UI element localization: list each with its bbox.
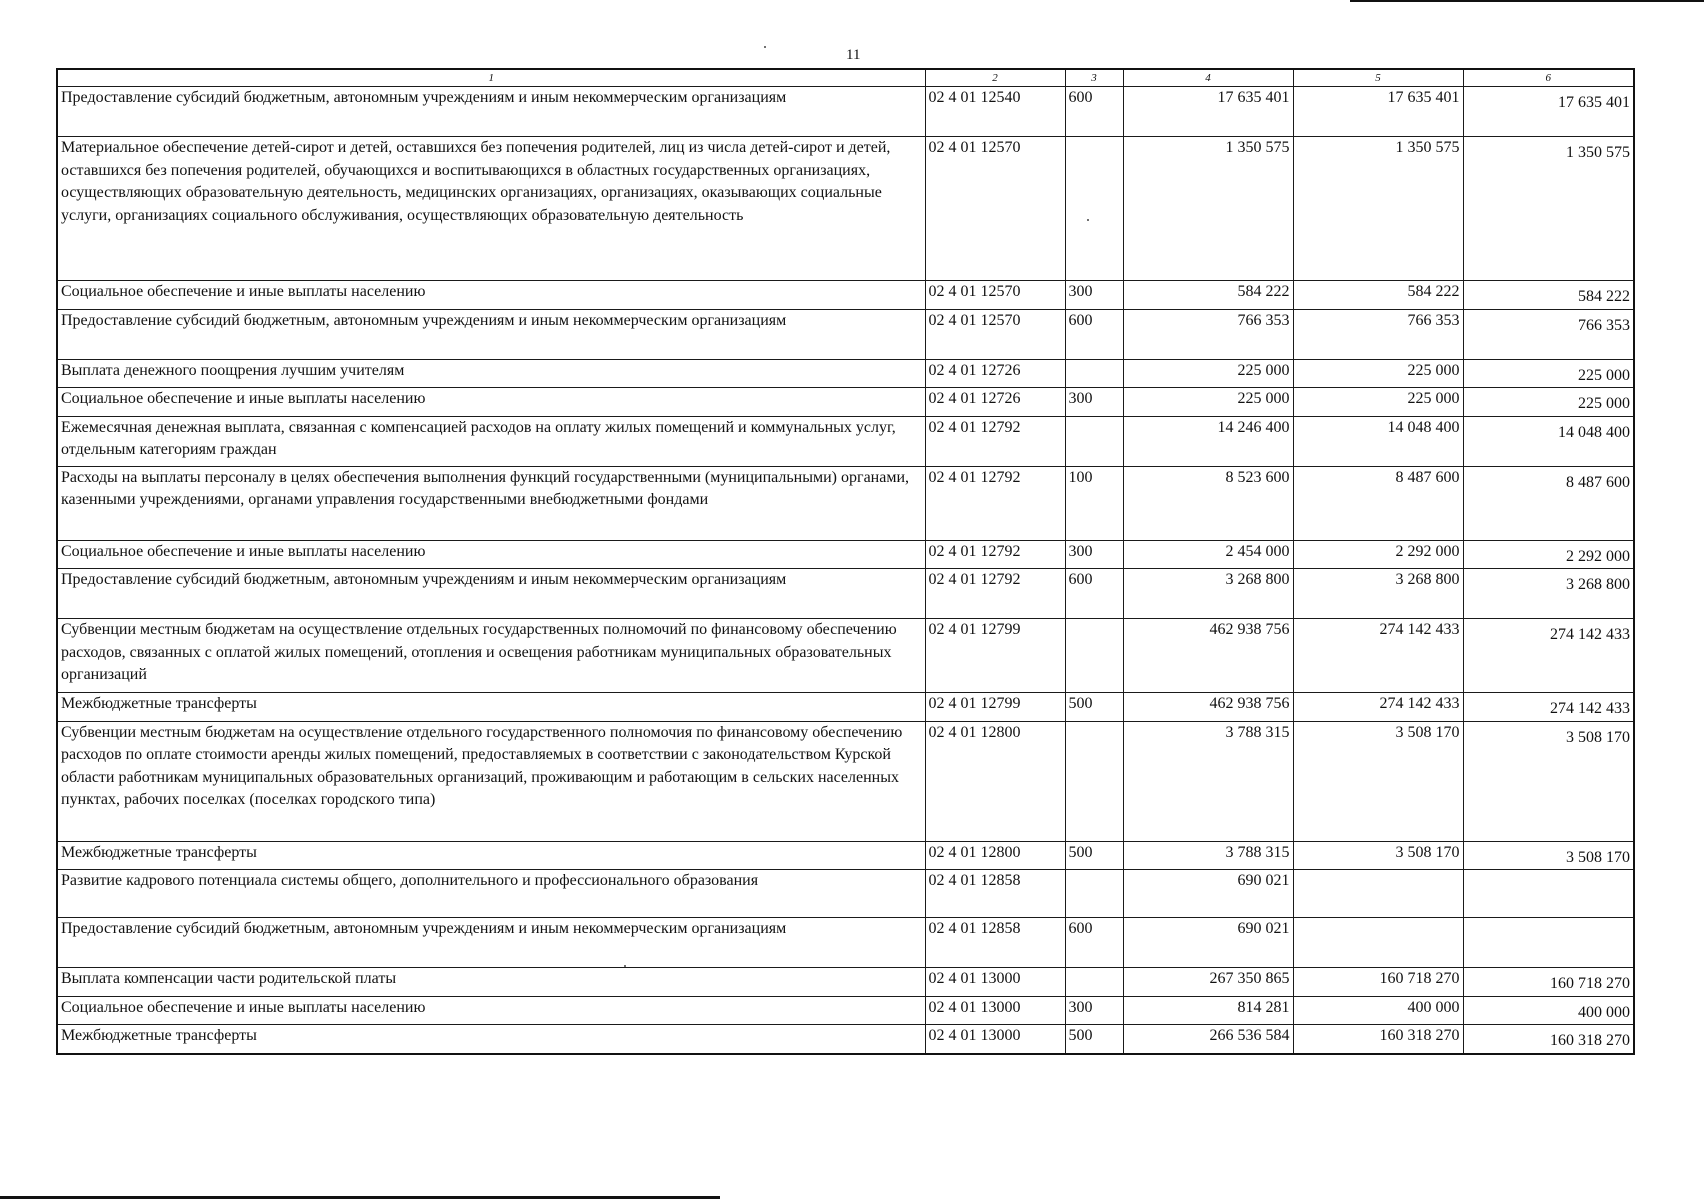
amount-col5: 17 635 401 [1293,87,1463,137]
amount-col4: 462 938 756 [1123,693,1293,722]
amount-col6: 225 000 [1463,388,1634,417]
expense-name: Материальное обеспечение детей-сирот и детей, оставшихся без попечения родителей, лиц из числа детей-сирот и детей, оставшихся без попечения родителей, обучающихся и воспитывающихся в областных государственных организациях, осуществляющих образовательную деятельность, медицинских организациях, организациях, оказывающих социальные услуги, организациях социального обслуживания, осуществляющих образовательную деятельность [57,137,925,281]
scan-edge-line-top [1350,0,1704,2]
expense-name: Расходы на выплаты персоналу в целях обеспечения выполнения функций государственными (муниципальными) органами, казенными учреждениями, органами управления государственными внебюджетными фондами [57,466,925,540]
table-row [57,721,1634,841]
amount-col4: 14 246 400 [1123,416,1293,466]
target-code: 02 4 01 12540 [925,87,1065,137]
expense-type-code: 500 [1065,1025,1123,1054]
table-row [57,569,1634,619]
amount-col4: 17 635 401 [1123,87,1293,137]
table-header-row [57,69,1634,87]
amount-col5: 274 142 433 [1293,619,1463,693]
page-number: 11 [846,47,861,63]
expense-name: Выплата денежного поощрения лучшим учителям [57,359,925,388]
expense-type-code [1065,721,1123,841]
table-row [57,388,1634,417]
amount-col5 [1293,870,1463,918]
column-header: 6 [1463,69,1634,87]
expense-type-code: 300 [1065,281,1123,310]
amount-col5: 274 142 433 [1293,693,1463,722]
amount-col5: 3 508 170 [1293,721,1463,841]
amount-col5: 160 318 270 [1293,1025,1463,1054]
amount-col5: 160 718 270 [1293,968,1463,997]
amount-col6: 160 318 270 [1463,1025,1634,1054]
expense-type-code: 300 [1065,388,1123,417]
expense-name: Субвенции местным бюджетам на осуществление отдельных государственных полномочий по финансовому обеспечению расходов, связанных с оплатой жилых помещений, отопления и освещения работникам муниципальных образовательных организаций [57,619,925,693]
amount-col6: 274 142 433 [1463,619,1634,693]
target-code: 02 4 01 12799 [925,619,1065,693]
amount-col4: 8 523 600 [1123,466,1293,540]
expense-type-code: 300 [1065,540,1123,569]
target-code: 02 4 01 13000 [925,968,1065,997]
table-row [57,619,1634,693]
amount-col4: 2 454 000 [1123,540,1293,569]
expense-type-code: 500 [1065,841,1123,870]
table-row [57,996,1634,1025]
amount-col6 [1463,870,1634,918]
expense-name: Ежемесячная денежная выплата, связанная с компенсацией расходов на оплату жилых помещений и коммунальных услуг, отдельным категориям граждан [57,416,925,466]
table-row [57,466,1634,540]
amount-col6: 17 635 401 [1463,87,1634,137]
amount-col5: 3 508 170 [1293,841,1463,870]
expense-name: Предоставление субсидий бюджетным, автономным учреждениям и иным некоммерческим организациям [57,309,925,359]
expense-name: Социальное обеспечение и иные выплаты населению [57,281,925,310]
amount-col6: 1 350 575 [1463,137,1634,281]
target-code: 02 4 01 12792 [925,569,1065,619]
expense-type-code [1065,968,1123,997]
target-code: 02 4 01 12792 [925,416,1065,466]
amount-col4: 3 788 315 [1123,841,1293,870]
amount-col5: 8 487 600 [1293,466,1463,540]
amount-col4: 225 000 [1123,359,1293,388]
expense-name: Социальное обеспечение и иные выплаты населению [57,996,925,1025]
table-row [57,870,1634,918]
expense-type-code [1065,359,1123,388]
table-row [57,968,1634,997]
target-code: 02 4 01 12800 [925,841,1065,870]
column-header: 4 [1123,69,1293,87]
expense-type-code: 100 [1065,466,1123,540]
table-row [57,359,1634,388]
expense-type-code [1065,416,1123,466]
column-header: 2 [925,69,1065,87]
target-code: 02 4 01 12570 [925,309,1065,359]
amount-col4: 814 281 [1123,996,1293,1025]
amount-col5: 2 292 000 [1293,540,1463,569]
amount-col4: 266 536 584 [1123,1025,1293,1054]
amount-col6: 3 508 170 [1463,721,1634,841]
amount-col6: 3 508 170 [1463,841,1634,870]
amount-col6: 160 718 270 [1463,968,1634,997]
table-row [57,137,1634,281]
expense-type-code: 500 [1065,693,1123,722]
amount-col5: 400 000 [1293,996,1463,1025]
column-header: 3 [1065,69,1123,87]
amount-col6: 766 353 [1463,309,1634,359]
expense-type-code: 600 [1065,87,1123,137]
amount-col4: 267 350 865 [1123,968,1293,997]
table-row [57,416,1634,466]
expense-name: Межбюджетные трансферты [57,1025,925,1054]
expense-type-code [1065,619,1123,693]
expense-name: Предоставление субсидий бюджетным, автономным учреждениям и иным некоммерческим организациям [57,569,925,619]
amount-col4: 225 000 [1123,388,1293,417]
table-row [57,281,1634,310]
amount-col6: 225 000 [1463,359,1634,388]
amount-col6: 274 142 433 [1463,693,1634,722]
table-row [57,1025,1634,1054]
table-row [57,918,1634,968]
target-code: 02 4 01 12858 [925,918,1065,968]
expense-name: Социальное обеспечение и иные выплаты населению [57,540,925,569]
expense-name: Развитие кадрового потенциала системы общего, дополнительного и профессионального образования [57,870,925,918]
amount-col6: 400 000 [1463,996,1634,1025]
target-code: 02 4 01 12792 [925,540,1065,569]
amount-col6: 2 292 000 [1463,540,1634,569]
expense-type-code: 600 [1065,918,1123,968]
table-row [57,841,1634,870]
amount-col5: 766 353 [1293,309,1463,359]
target-code: 02 4 01 12792 [925,466,1065,540]
expense-name: Предоставление субсидий бюджетным, автономным учреждениям и иным некоммерческим организациям [57,918,925,968]
amount-col4: 3 788 315 [1123,721,1293,841]
column-header: 5 [1293,69,1463,87]
target-code: 02 4 01 12858 [925,870,1065,918]
expense-name: Межбюджетные трансферты [57,841,925,870]
amount-col6 [1463,918,1634,968]
amount-col4: 766 353 [1123,309,1293,359]
amount-col5: 3 268 800 [1293,569,1463,619]
amount-col5: 1 350 575 [1293,137,1463,281]
amount-col5: 225 000 [1293,359,1463,388]
table-row [57,87,1634,137]
expense-name: Предоставление субсидий бюджетным, автономным учреждениям и иным некоммерческим организациям [57,87,925,137]
amount-col4: 690 021 [1123,918,1293,968]
expense-name: Социальное обеспечение и иные выплаты населению [57,388,925,417]
amount-col4: 1 350 575 [1123,137,1293,281]
amount-col4: 3 268 800 [1123,569,1293,619]
target-code: 02 4 01 13000 [925,996,1065,1025]
target-code: 02 4 01 12570 [925,281,1065,310]
target-code: 02 4 01 12726 [925,359,1065,388]
amount-col6: 8 487 600 [1463,466,1634,540]
amount-col6: 584 222 [1463,281,1634,310]
target-code: 02 4 01 12799 [925,693,1065,722]
amount-col5 [1293,918,1463,968]
expense-type-code [1065,870,1123,918]
expense-type-code [1065,137,1123,281]
amount-col6: 14 048 400 [1463,416,1634,466]
target-code: 02 4 01 13000 [925,1025,1065,1054]
table-row [57,693,1634,722]
expense-name: Межбюджетные трансферты [57,693,925,722]
amount-col4: 462 938 756 [1123,619,1293,693]
amount-col5: 14 048 400 [1293,416,1463,466]
target-code: 02 4 01 12570 [925,137,1065,281]
scan-edge-line-bottom [0,1196,720,1199]
amount-col5: 225 000 [1293,388,1463,417]
expense-type-code: 600 [1065,309,1123,359]
amount-col4: 690 021 [1123,870,1293,918]
expense-name: Выплата компенсации части родительской платы [57,968,925,997]
expense-type-code: 600 [1065,569,1123,619]
scan-speck [764,46,766,48]
amount-col4: 584 222 [1123,281,1293,310]
column-header: 1 [57,69,925,87]
expense-name: Субвенции местным бюджетам на осуществление отдельного государственного полномочия по финансовому обеспечению расходов по оплате стоимости аренды жилых помещений, предоставляемых в соответствии с законодательством Курской области работникам муниципальных образовательных организаций, проживающим и работающим в сельских населенных пунктах, рабочих поселках (поселках городского типа) [57,721,925,841]
expense-type-code: 300 [1065,996,1123,1025]
target-code: 02 4 01 12726 [925,388,1065,417]
table-row [57,309,1634,359]
target-code: 02 4 01 12800 [925,721,1065,841]
amount-col6: 3 268 800 [1463,569,1634,619]
amount-col5: 584 222 [1293,281,1463,310]
budget-table [56,68,1635,1055]
table-row [57,540,1634,569]
